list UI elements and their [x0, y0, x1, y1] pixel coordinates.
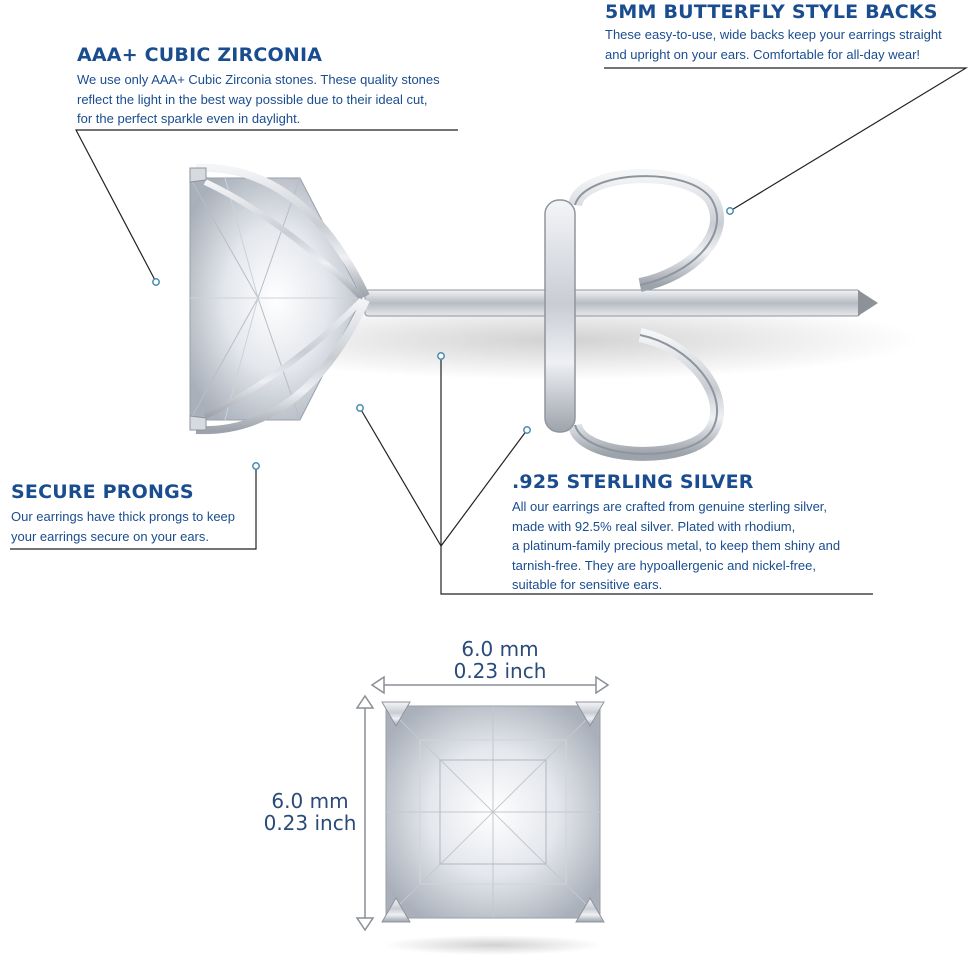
callout-description [77, 70, 440, 129]
description-line: made with 92.5% real silver. Plated with rhodium, [512, 518, 796, 534]
callout-heading: 5MM BUTTERFLY STYLE BACKS [605, 1, 938, 23]
callout-heading: SECURE PRONGS [11, 481, 194, 503]
description-line: a platinum-family precious metal, to keep them shiny and [512, 538, 841, 553]
description-line: and upright on your ears. Comfortable for all-day wear! [605, 46, 921, 62]
callout-description [512, 497, 840, 595]
callout-sterling-silver [512, 471, 840, 595]
description-line: for the perfect sparkle even in daylight. [77, 111, 301, 126]
height-mm: 6.0 mm [271, 789, 349, 813]
description-line: reflect the light in the best way possible due to their ideal cut, [77, 91, 428, 107]
description-line: tarnish-free. They are hypoallergenic and nickel-free, [512, 557, 816, 573]
height-inch: 0.23 inch [263, 811, 357, 835]
width-dimension-label [420, 638, 580, 682]
callout-butterfly-backs [605, 1, 942, 64]
description-line: These easy-to-use, wide backs keep your earrings straight [605, 27, 942, 42]
callout-secure-prongs [11, 481, 235, 546]
callout-heading: AAA+ CUBIC ZIRCONIA [77, 44, 323, 66]
earring-post [365, 290, 878, 316]
description-line: Our earrings have thick prongs to keep [11, 509, 236, 524]
stone-side-view [190, 168, 366, 430]
callout-cubic-zirconia [77, 44, 440, 129]
description-line: All our earrings are crafted from genuine sterling silver, [512, 499, 828, 514]
height-dimension-label [250, 790, 370, 834]
stone-top-view [382, 702, 604, 955]
callout-heading: .925 STERLING SILVER [512, 471, 754, 493]
callout-description [605, 25, 942, 64]
description-line: your earrings secure on your ears. [11, 528, 209, 544]
description-line: We use only AAA+ Cubic Zirconia stones. These quality stones [77, 72, 440, 87]
width-mm: 6.0 mm [461, 637, 539, 661]
description-line: suitable for sensitive ears. [512, 577, 663, 592]
callout-description [11, 507, 235, 546]
width-inch: 0.23 inch [453, 659, 547, 683]
